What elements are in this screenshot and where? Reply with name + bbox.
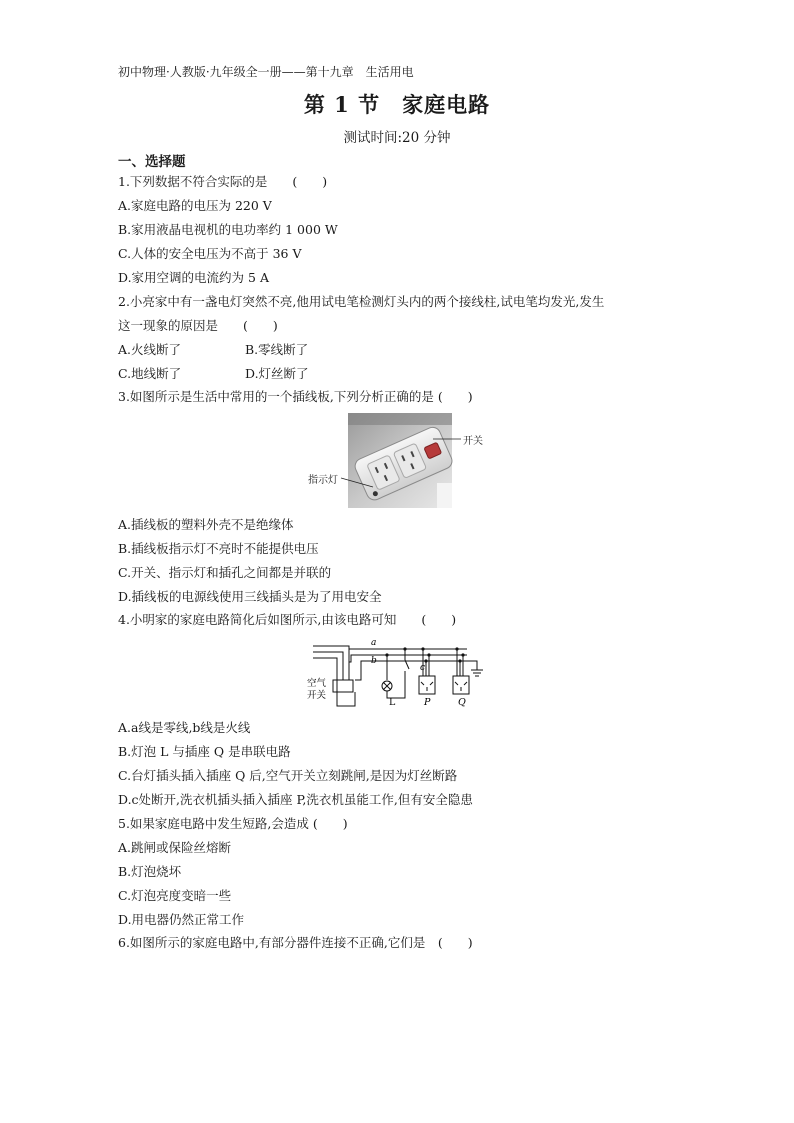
q2-option-d: D.灯丝断了 <box>245 366 309 381</box>
breaker-label-2: 开关 <box>307 690 327 701</box>
circuit-diagram <box>305 636 490 711</box>
q4-option-a: A.a线是零线,b线是火线 <box>118 720 251 735</box>
q3-option-d: D.插线板的电源线使用三线插头是为了用电安全 <box>118 589 382 604</box>
q2-stem-line2: 这一现象的原因是 ( ) <box>118 318 278 333</box>
socket-Q-label: Q <box>458 697 466 708</box>
q1-option-c: C.人体的安全电压为不高于 36 V <box>118 246 302 261</box>
q5-option-b: B.灯泡烧坏 <box>118 864 182 879</box>
q5-stem: 5.如果家庭电路中发生短路,会造成 ( ) <box>118 816 348 831</box>
q5-option-a: A.跳闸或保险丝熔断 <box>118 840 232 855</box>
q4-option-c: C.台灯插头插入插座 Q 后,空气开关立刻跳闸,是因为灯丝断路 <box>118 768 458 783</box>
q2-option-b: B.零线断了 <box>245 342 309 357</box>
power-strip-image <box>305 413 490 508</box>
breaker-label-1: 空气 <box>307 678 327 689</box>
q1-option-a: A.家庭电路的电压为 220 V <box>118 198 272 213</box>
indicator-label: 指示灯 <box>308 475 338 486</box>
test-duration: 测试时间:20 分钟 <box>343 130 451 146</box>
wire-c-label: c <box>420 663 426 673</box>
circuit-diagram-svg <box>305 636 490 711</box>
section-heading: 一、选择题 <box>118 154 186 170</box>
wire-a-label: a <box>371 638 377 648</box>
socket-P-label: P <box>424 697 431 708</box>
q5-option-d: D.用电器仍然正常工作 <box>118 912 245 927</box>
q3-stem: 3.如图所示是生活中常用的一个插线板,下列分析正确的是 ( ) <box>118 389 473 404</box>
q6-stem: 6.如图所示的家庭电路中,有部分器件连接不正确,它们是 ( ) <box>118 935 473 950</box>
page-title: 第 1 节 家庭电路 <box>303 92 491 117</box>
q3-option-a: A.插线板的塑料外壳不是绝缘体 <box>118 517 294 532</box>
q4-option-d: D.c处断开,洗衣机插头插入插座 P,洗衣机虽能工作,但有安全隐患 <box>118 792 473 807</box>
q2-stem-line1: 2.小亮家中有一盏电灯突然不亮,他用试电笔检测灯头内的两个接线柱,试电笔均发光,发生 <box>118 294 605 309</box>
q1-stem: 1.下列数据不符合实际的是 ( ) <box>118 174 328 189</box>
lamp-L-label: L <box>389 697 396 708</box>
q3-option-c: C.开关、指示灯和插孔之间都是并联的 <box>118 565 332 580</box>
wire-b-label: b <box>371 656 377 666</box>
q1-option-b: B.家用液晶电视机的电功率约 1 000 W <box>118 222 338 237</box>
q1-option-d: D.家用空调的电流约为 5 A <box>118 270 269 285</box>
power-strip-figure <box>305 413 490 508</box>
q2-option-a: A.火线断了 <box>118 342 182 357</box>
q4-stem: 4.小明家的家庭电路简化后如图所示,由该电路可知 ( ) <box>118 612 457 627</box>
q2-option-c: C.地线断了 <box>118 366 182 381</box>
switch-label: 开关 <box>463 436 483 447</box>
q4-option-b: B.灯泡 L 与插座 Q 是串联电路 <box>118 744 291 759</box>
q3-option-b: B.插线板指示灯不亮时不能提供电压 <box>118 541 319 556</box>
q5-option-c: C.灯泡亮度变暗一些 <box>118 888 232 903</box>
page-header: 初中物理·人教版·九年级全一册——第十九章 生活用电 <box>118 65 414 79</box>
